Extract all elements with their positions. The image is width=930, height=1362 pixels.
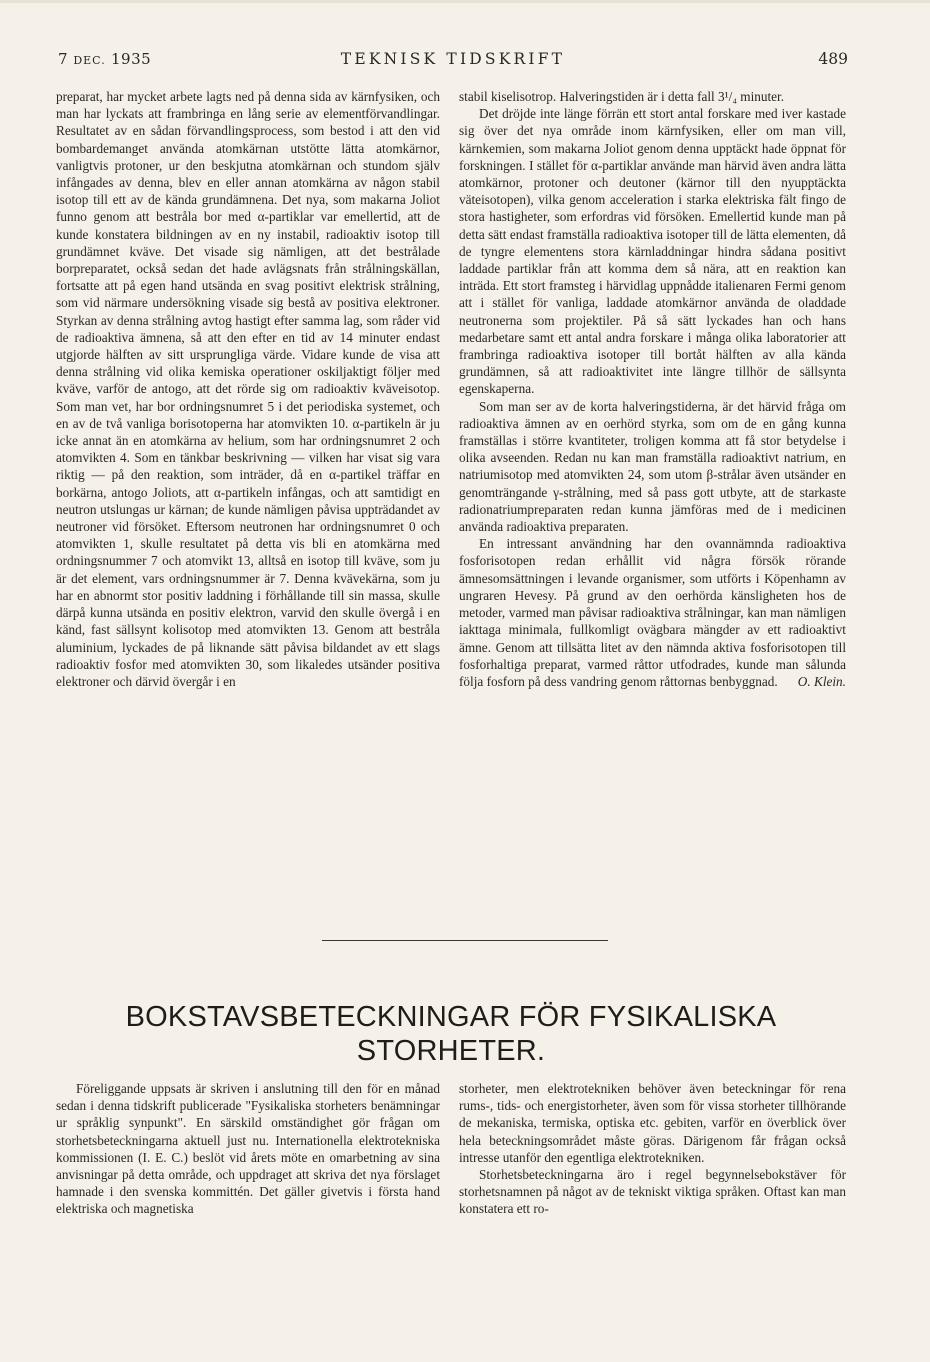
author-signature: O. Klein. [797,673,846,689]
article2-column-right [459,1080,846,1218]
page-edge [0,0,930,3]
article1-paragraph: preparat, har mycket arbete lagts ned på denna sida av kärnfysiken, och man har lyckats att frambringa en lång serie av elementförvandlingar. Resultatet av en sådan förvandlingsprocess, som bestod i att den vid bombardemanget använda atomkärnan utstötte lätta atomkärnor, vanligtvis protoner, ur den beskjutna atomkärnan och stundom själv infångades av denna, blev en eller annan atomkärna av någon stabil isotop till ett av de kända grundämnena. Det nya, som makarna Joliot funno genom att bestråla bor med α-partiklar var emellertid, att de kunde konstatera bildningen av en ny instabil, radioaktiv isotop till grundämnet kväve. Det visade sig nämligen, att det bestrålade borpreparatet, också sedan det hade avlägsnats från strålningskällan, fortsatte att på egen hand utsända en svag positivt elektrisk strålning, som vid närmare undersökning visade sig bestå av positiva elektroner. Styrkan av denna strålning avtog hastigt efter samma lag, som råder vid de radioaktiva ämnena, så att den efter en tid av 14 minuter endast utgjorde hälften av sitt ursprungliga värde. Vidare kunde de visa att denna strålning vid olika kemiska operationer oskiljaktigt följer med kväve, varför de antogo, att det rörde sig om radioaktiv kväveisotop. Som man vet, har bor ordningsnumret 5 i det periodiska systemet, och en av de två vanliga borisotoperna har atomvikten 10. α-partikeln är ju icke annat än en atomkärna av helium, som har ordningsnumret 2 och atomvikten 4. Som en tänkbar beskrivning — vilken har visat sig vara riktig — på den reaktion, som inträder, då en α-partikel träffar en borkärna, antogo Joliots, att α-partikeln infångas, och att samtidigt en neutron utslungas ur kärnan; de kunde nämligen påvisa uppträdandet av neutroner vid försöket. Eftersom neutronen har ordningsnumret 0 och atomvikten 1, skulle resultatet på detta vis bli en atomkärna med ordningsnummer 7 och atomvikt 13, alltså en isotop till kväve, som ju är det element, vars ordningsnummer är 7. Denna kvävekärna, som ju har en abnormt stor positiv laddning i förhållande till sin massa, skulle därpå kunna utsända en positiv elektron, varvid den skulle övergå i en känd, fast sällsynt kolisotop med atomvikten 13. Genom att bestråla aluminium, lyckades de på liknande sätt påvisa bildandet av ett slags radioaktiv fosfor med atomvikten 30, som likaledes utsänder positiva elektroner och därvid övergår i en [56,89,440,689]
journal-title: TEKNISK TIDSKRIFT [340,50,566,68]
running-head [58,50,848,72]
article1-paragraph-text: En intressant användning har den ovannämnda radioaktiva fosforisotopen redan erhållit vid några försök rörande ämnesomsättningen i levande organismer, som utförts i Köpenhamn av ungraren Hevesy. På grund av den oerhörda känsligheten hos de metoder, varmed man påvisar radioaktiva strålningar, kan man nämligen iakttaga minimala, fullkomligt ovägbara mängder av ett radioaktivt ämne. Genom att tillsätta litet av den nämnda aktiva fosforisotopen till fosforhaltiga preparat, varmed råttor utfodrades, kunde man sålunda följa fosforn på dess vandring genom råttornas benbyggnad. [459,536,846,689]
article1-column-right [459,88,846,690]
section-divider [322,940,608,941]
article1-paragraph: Det dröjde inte länge förrän ett stort antal forskare med iver kastade sig över det nya område inom kärnfysiken, eller om man vill, kärnkemien, som makarna Joliot genom denna upptäckt hade öppnat för forskningen. I stället för α-partiklar använde man härvid även andra lätta atomkärnor, protoner och deutoner (kärnor till den nyupptäckta väteisotopen), vilka genom acceleration i starka elektriska fält fingo de stora hastigheter, som erfordras vid försöken. Emellertid kunde man på detta sätt endast framställa radioaktiva isotoper till de lätta elementen, då de tyngre elementens stora kärnladdningar hindra sådana positivt laddade partiklar från att komma dem så nära, att en reaktion kan inträda. Ett stort framsteg i härvidlag uppnådde italienaren Fermi genom att i stället för vanliga, laddade atomkärnor använda de oladdade neutronerna som projektiler. På så sätt lyckades han och hans medarbetare samt ett antal andra forskare i många olika laboratorier att frambringa radioaktiva isotoper till bortåt hälften av alla kända grundämnen, så att radioaktivitet inte längre tillhör de sällsynta egenskaperna. [459,106,846,397]
article1-paragraph-last [459,535,846,690]
article1-paragraph: stabil kiselisotrop. Halveringstiden är i detta fall 3¹/₄ minuter. [459,89,785,104]
date-year: 1935 [110,50,152,68]
date-day: 7 [58,50,69,68]
article2-column-left [56,1080,440,1218]
page-number: 489 [818,50,848,68]
article2-paragraph: storheter, men elektrotekniken behöver även beteckningar för rena rums-, tids- och energistorheter, även som för vissa storheter tillhörande de mekaniska, termiska, optiska etc. gebiten, varför en överblick över hela beteckningsområdet måste göras. Därigenom får frågan också intresse utanför den egentliga elektrotekniken. [459,1081,846,1165]
article2-title: BOKSTAVSBETECKNINGAR FÖR FYSIKALISKA STORHETER. [125,1001,777,1067]
date-month: DEC. [73,54,106,67]
article1-column-left [56,88,440,690]
article2-paragraph: Föreliggande uppsats är skriven i anslutning till den för en månad sedan i denna tidskrift publicerade "Fysikaliska storheters benämningar ur språklig synpunkt". En särskild omständighet gör frågan om storhetsbeteckningarna aktuell just nu. Internationella elektrotekniska kommissionen (I. E. C.) beslöt vid årets möte en omarbetning av sina anvisningar på detta område, och uppdraget att skriva det nya förslaget hamnade i den svenska kommittén. Det gäller givetvis i första hand elektriska och magnetiska [56,1081,440,1217]
article2-paragraph: Storhetsbeteckningarna äro i regel begynnelsebokstäver för storhetsnamnen på något av de tekniskt viktiga språken. Oftast kan man konstatera ett ro- [459,1167,846,1217]
article1-paragraph: Som man ser av de korta halveringstiderna, är det härvid fråga om radioaktiva ämnen av en oerhörd styrka, som om de en gång kunna framställas i större kvantiteter, troligen komma att få stor betydelse i olika avseenden. Redan nu kan man framställa radioaktivt natrium, en natriumisotop med atomvikten 24, som utom β-strålar även utsänder en genomträngande γ-strålning, med så pass gott utbyte, att de starkaste radionatriumpreparaten redan kunna jämföras med de i medicinen använda radioaktiva preparaten. [459,398,846,535]
